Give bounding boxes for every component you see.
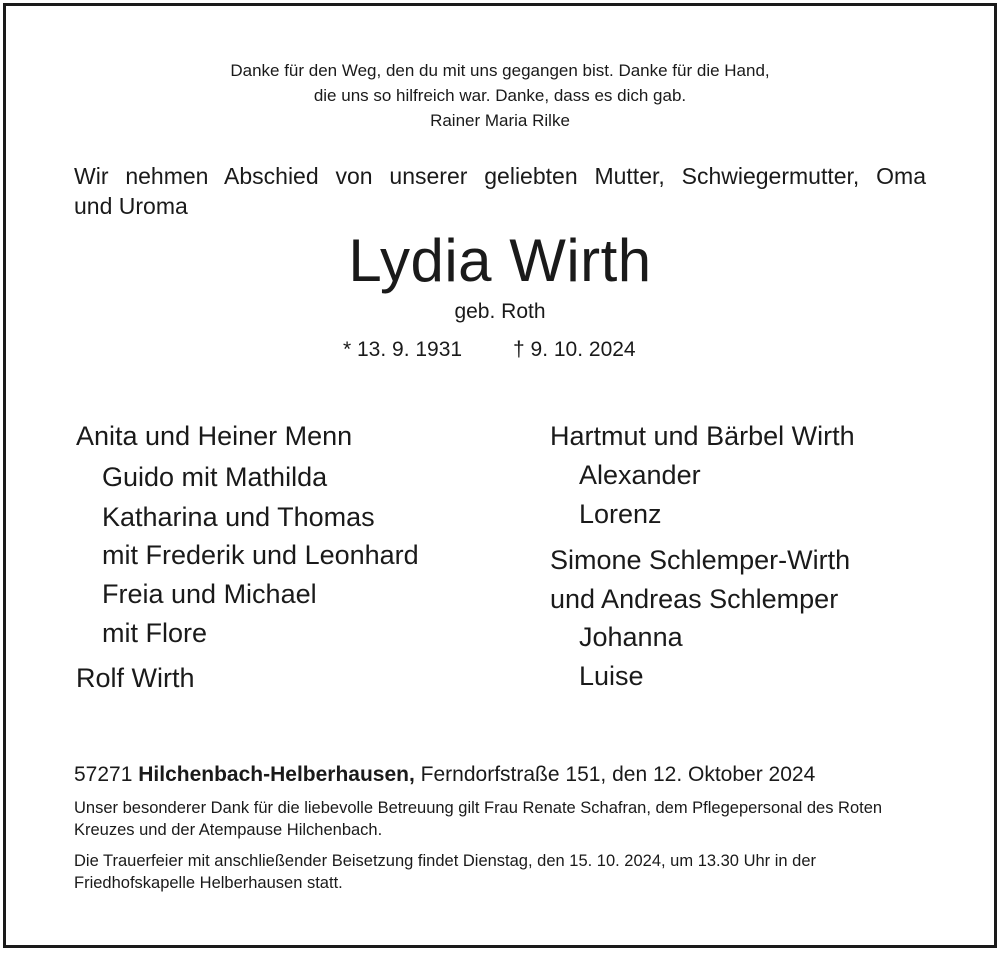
family-right-6: Luise [579, 661, 644, 691]
death-date: † 9. 10. 2024 [513, 338, 636, 361]
thanks-note: Unser besonderer Dank für die liebevolle Betreuung gilt Frau Renate Schafran, dem Pflegepersonal des Roten Kreuzes und der Atempause Hilchenbach. [74, 799, 883, 839]
family-left-1: Guido mit Mathilda [102, 462, 328, 492]
intro-line-1: Wir nehmen Abschied von unserer geliebten Mutter, Schwiegermutter, Oma [74, 163, 926, 189]
family-left-5: mit Flore [102, 618, 208, 648]
deceased-name: Lydia Wirth [348, 227, 652, 294]
intro-line-2: und Uroma [74, 193, 188, 219]
quote-line-2: die uns so hilfreich war. Danke, dass es dich gab. [313, 86, 687, 105]
family-right-4: und Andreas Schlemper [550, 584, 839, 614]
quote-author: Rainer Maria Rilke [430, 111, 570, 130]
family-left-2: Katharina und Thomas [102, 502, 375, 532]
quote-line-1: Danke für den Weg, den du mit uns gegangen bist. Danke für die Hand, [230, 61, 770, 80]
postcode: 57271 [74, 763, 133, 786]
family-left-0: Anita und Heiner Menn [76, 421, 353, 451]
family-left-4: Freia und Michael [102, 579, 317, 609]
family-left-6: Rolf Wirth [76, 663, 195, 693]
address-line [74, 763, 815, 787]
birth-date: * 13. 9. 1931 [343, 338, 463, 361]
funeral-note: Die Trauerfeier mit anschließender Beisetzung findet Dienstag, den 15. 10. 2024, um 13.30 Uhr in der Friedhofskapelle Helberhausen statt. [74, 852, 817, 892]
family-right-5: Johanna [579, 622, 683, 652]
family-right-2: Lorenz [579, 499, 662, 529]
address-date: Ferndorfstraße 151, den 12. Oktober 2024 [420, 763, 816, 786]
family-left-3: mit Frederik und Leonhard [102, 540, 419, 570]
family-right-3: Simone Schlemper-Wirth [550, 545, 851, 575]
family-right-0: Hartmut und Bärbel Wirth [550, 421, 855, 451]
family-right-1: Alexander [579, 460, 701, 490]
maiden-name: geb. Roth [454, 300, 546, 323]
town: Hilchenbach-Helberhausen, [138, 763, 415, 786]
